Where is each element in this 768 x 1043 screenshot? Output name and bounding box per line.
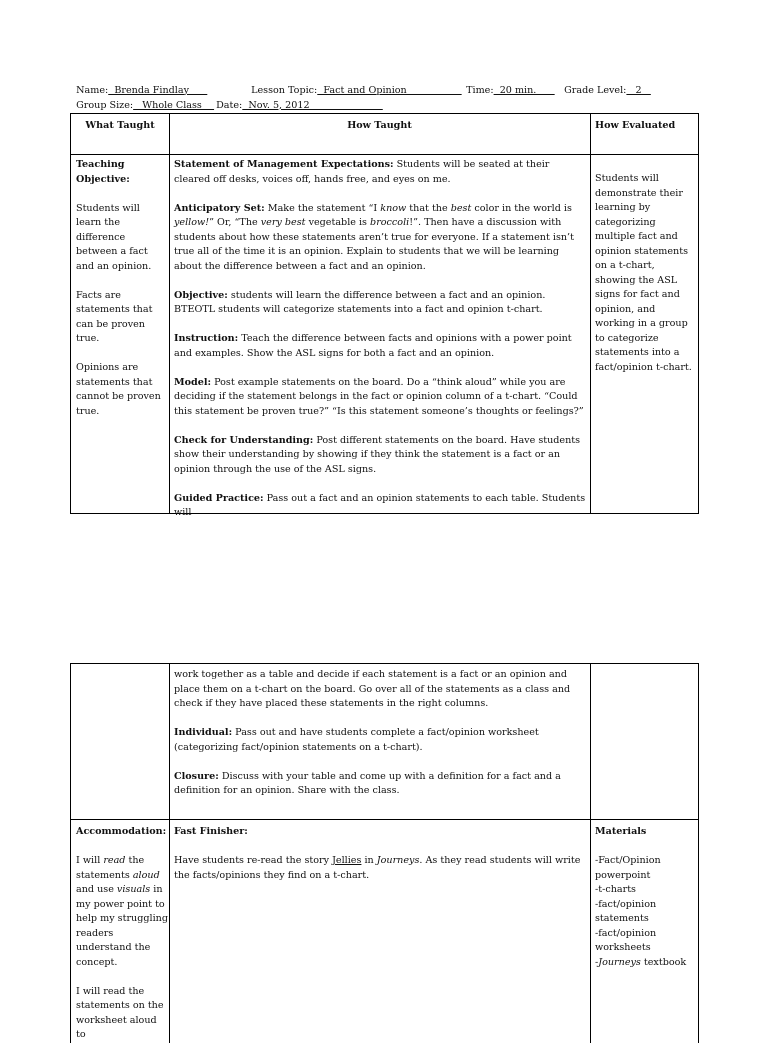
teaching-objective-label: Teaching Objective: bbox=[76, 159, 130, 185]
header-line-2 bbox=[70, 84, 214, 113]
materials-item: -fact/opinion statements bbox=[595, 898, 657, 924]
date-label: Date: bbox=[216, 99, 243, 111]
facts-paragraph: Facts are statements that can be proven true. bbox=[76, 289, 153, 344]
how-taught-continued bbox=[174, 668, 586, 799]
fast-finisher-cell bbox=[174, 825, 586, 883]
accommodation-label: Accommodation: bbox=[76, 826, 167, 837]
lesson-value: Fact and Opinion bbox=[317, 84, 462, 96]
materials-label: Materials bbox=[595, 826, 647, 837]
lesson-table-2 bbox=[70, 663, 699, 1043]
accommodation-paragraph-1: I will read the statements aloud and use visuals in my power point to help my struggling readers understand the concept. bbox=[76, 855, 168, 968]
individual-practice: Individual: Pass out and have students complete a fact/opinion worksheet (categorizing fact/opinion statements on a t-chart). bbox=[174, 727, 539, 753]
how-evaluated-cell: Students will demonstrate their learning by categorizing multiple fact and opinion statements on a t-chart, showing the ASL signs for fact and opinion, and working in a group to categorize statements into a fact/opinion t-chart. bbox=[595, 173, 692, 373]
guided-practice: Guided Practice: Pass out a fact and an opinion statements to each table. Students will bbox=[174, 492, 586, 518]
time bbox=[460, 69, 555, 98]
time-value: 20 min. bbox=[493, 84, 555, 96]
grade-value: 2 bbox=[626, 84, 651, 96]
accommodation-cell bbox=[76, 825, 168, 1043]
management-expectations: Statement of Management Expectations: Students will be seated at their cleared off desks, voices off, hands free, and eyes on me. bbox=[174, 159, 550, 185]
col-header-how-taught: How Taught bbox=[347, 120, 412, 131]
grade-level bbox=[558, 69, 651, 98]
materials-item: -fact/opinion worksheets bbox=[595, 927, 657, 953]
fast-finisher-label: Fast Finisher: bbox=[174, 826, 248, 837]
fast-finisher-text: Have students re-read the story Jellies in Journeys. As they read students will write the facts/opinions they find on a t-chart. bbox=[174, 855, 581, 881]
materials-item: -Fact/Opinion powerpoint bbox=[595, 855, 661, 881]
check-for-understanding: Check for Understanding: Post different statements on the board. Have students show their understanding by showing if they think the statement is a fact or an opinion through the use of the ASL signs. bbox=[174, 434, 581, 475]
group-value: Whole Class bbox=[133, 99, 215, 111]
time-label: Time: bbox=[466, 84, 494, 96]
lesson-table-1 bbox=[70, 113, 699, 518]
closure: Closure: Discuss with your table and come up with a definition for a fact and a definition for an opinion. Share with the class. bbox=[174, 770, 561, 796]
col-header-what-taught: What Taught bbox=[85, 120, 155, 131]
name-label: Name: bbox=[76, 84, 109, 96]
accommodation-paragraph-2: I will read the statements on the worksheet aloud to bbox=[76, 985, 164, 1040]
name-value: Brenda Findlay bbox=[108, 84, 208, 96]
date bbox=[210, 84, 383, 113]
what-taught-cell bbox=[76, 158, 168, 419]
materials-item: -Journeys textbook bbox=[595, 956, 687, 968]
anticipatory-set: Anticipatory Set: Make the statement “I know that the best color in the world is yellow!” Or, “The very best vegetable is broccoli!”. Then have a discussion with students about how these statements aren’t true for everyone. If a statement isn’t true all of the time it is an opinion. Explain to students that we will be learning about the difference between a fact and an opinion. bbox=[174, 202, 574, 272]
guided-practice-continued: work together as a table and decide if each statement is a fact or an opinion and place them on a t-chart on the board. Go over all of the statements as a class and check if they have placed these statements in the right columns. bbox=[174, 669, 571, 709]
group-label: Group Size: bbox=[76, 99, 134, 111]
how-taught-cell bbox=[174, 158, 586, 521]
model: Model: Post example statements on the board. Do a “think aloud” while you are deciding if the statement belongs in the fact or opinion column of a t-chart. “Could this statement be proven true?” “Is this statement someone’s thoughts or feelings?” bbox=[174, 376, 584, 417]
opinions-paragraph: Opinions are statements that cannot be proven true. bbox=[76, 362, 161, 417]
materials-item: -t-charts bbox=[595, 884, 636, 895]
materials-list bbox=[595, 854, 695, 970]
objective: Objective: students will learn the difference between a fact and an opinion. BTEOTL students will categorize statements into a fact and opinion t-chart. bbox=[174, 289, 546, 315]
lesson-label: Lesson Topic: bbox=[251, 84, 318, 96]
col-header-how-evaluated: How Evaluated bbox=[595, 120, 676, 131]
objective-paragraph: Students will learn the difference between a fact and an opinion. bbox=[76, 202, 152, 272]
materials-cell bbox=[595, 825, 695, 970]
date-value: Nov. 5, 2012 bbox=[242, 99, 383, 111]
grade-label: Grade Level: bbox=[564, 84, 627, 96]
instruction: Instruction: Teach the difference between facts and opinions with a power point and examples. Show the ASL signs for both a fact and an opinion. bbox=[174, 333, 572, 359]
